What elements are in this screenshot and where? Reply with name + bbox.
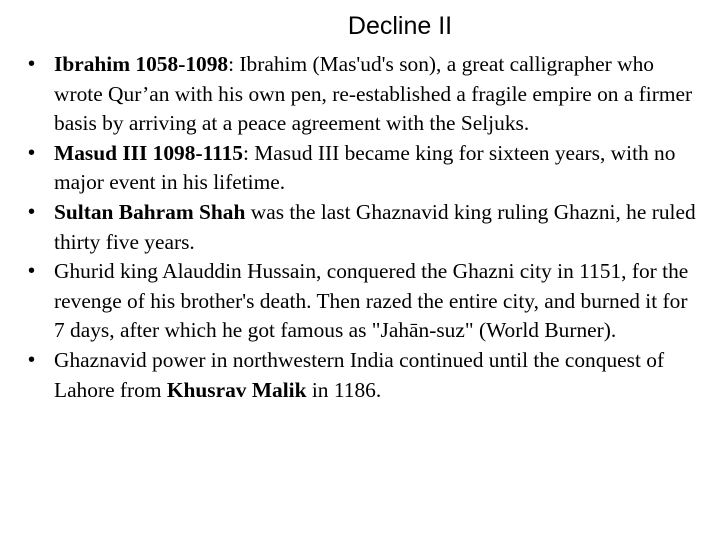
bullet-bold-text: Khusrav Malik [166, 377, 307, 402]
bullet-text: was the last Ghaznavid king ruling Ghazni, he ruled thirty five years. [54, 199, 696, 254]
bullet-bold-text: Sultan Bahram Shah [54, 199, 246, 224]
bullet-text: : Masud III became king for sixteen years, with no major event in his lifetime. [54, 140, 676, 195]
bullet-text: in 1186. [306, 377, 382, 402]
bullet-text: Ghurid king Alauddin Hussain, conquered the Ghazni city in 1151, for the revenge of his brother's death. Then razed the entire city, and burned it for 7 days, after which he got famous as "Jahān-suz" (World Burner). [54, 259, 689, 343]
bullet-item-ibrahim [24, 50, 700, 139]
bullet-item-ghurid [24, 257, 700, 346]
bullet-item-ghaznavid-power [24, 346, 700, 405]
bullet-list [24, 50, 700, 405]
bullet-bold-text: Ibrahim 1058-1098 [54, 52, 229, 76]
bullet-text: : Ibrahim (Mas'ud's son), a great calligrapher who wrote Qur’an with his own pen, re-established a fragile empire on a firmer basis by arriving at a peace agreement with the Seljuks. [54, 52, 693, 136]
bullet-bold-text: Masud III 1098-1115 [54, 140, 243, 165]
slide-title: Decline II [347, 12, 453, 40]
bullet-item-bahram-shah [24, 198, 700, 257]
bullet-item-masud [24, 139, 700, 198]
bullet-text: Ghaznavid power in northwestern India continued until the conquest of Lahore from [54, 347, 665, 402]
